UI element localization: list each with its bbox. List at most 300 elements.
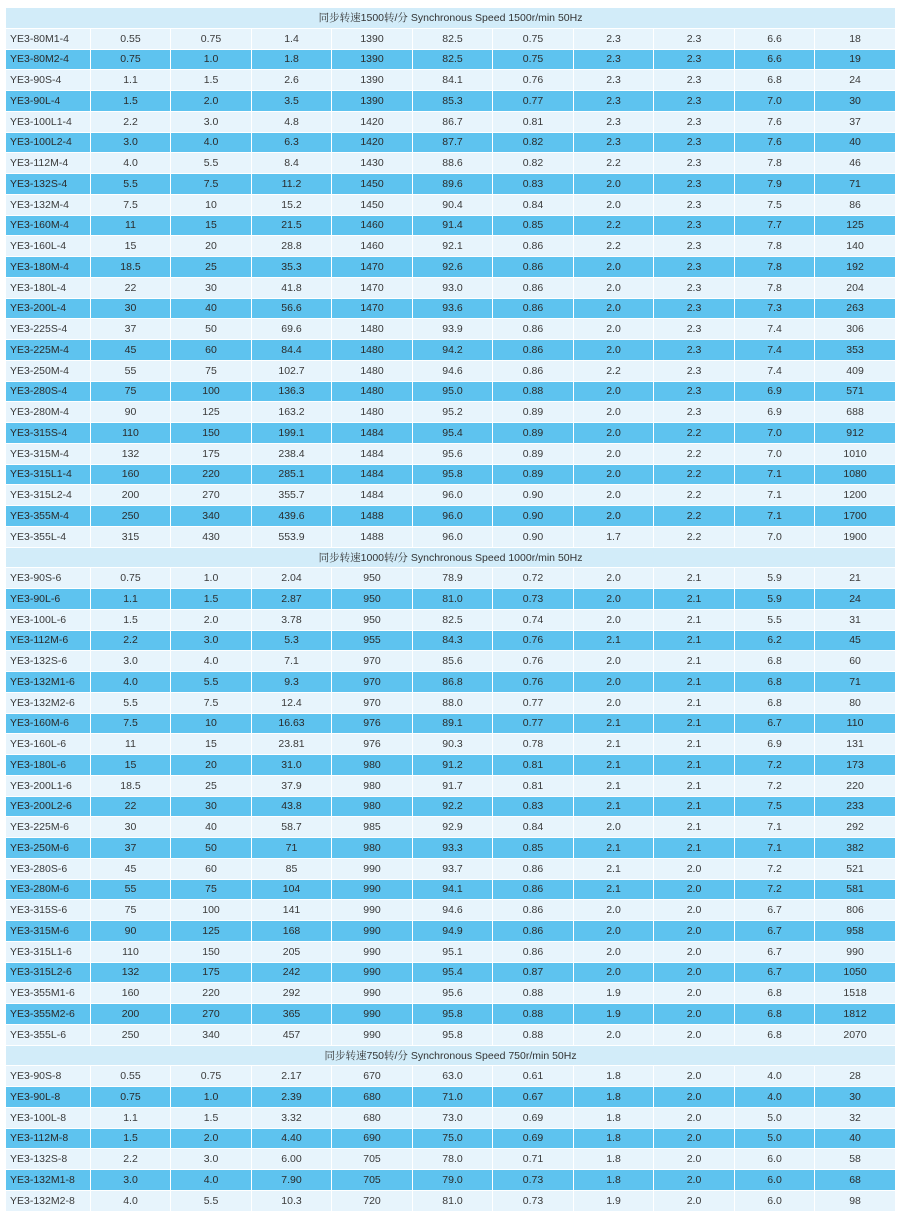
value-cell: 7.0 bbox=[735, 91, 815, 112]
model-cell: YE3-90S-8 bbox=[6, 1066, 91, 1087]
value-cell: 0.73 bbox=[493, 589, 574, 610]
value-cell: 1470 bbox=[332, 277, 413, 298]
value-cell: 990 bbox=[815, 941, 896, 962]
value-cell: 705 bbox=[332, 1149, 413, 1170]
value-cell: 5.5 bbox=[735, 609, 815, 630]
value-cell: 7.2 bbox=[735, 879, 815, 900]
value-cell: 0.81 bbox=[493, 755, 574, 776]
value-cell: 2.3 bbox=[574, 111, 654, 132]
value-cell: 7.5 bbox=[171, 692, 252, 713]
value-cell: 690 bbox=[332, 1128, 413, 1149]
value-cell: 1484 bbox=[332, 423, 413, 444]
value-cell: 9.3 bbox=[252, 672, 332, 693]
value-cell: 1480 bbox=[332, 402, 413, 423]
value-cell: 2.1 bbox=[654, 734, 735, 755]
value-cell: 30 bbox=[171, 277, 252, 298]
value-cell: 2.1 bbox=[574, 734, 654, 755]
value-cell: 7.4 bbox=[735, 319, 815, 340]
table-row bbox=[6, 630, 896, 651]
table-row bbox=[6, 70, 896, 91]
value-cell: 75 bbox=[171, 360, 252, 381]
model-cell: YE3-225M-4 bbox=[6, 340, 91, 361]
value-cell: 0.67 bbox=[493, 1087, 574, 1108]
value-cell: 94.6 bbox=[413, 900, 493, 921]
value-cell: 12.4 bbox=[252, 692, 332, 713]
model-cell: YE3-355L-4 bbox=[6, 526, 91, 547]
value-cell: 58.7 bbox=[252, 817, 332, 838]
table-row bbox=[6, 796, 896, 817]
value-cell: 0.75 bbox=[91, 1087, 171, 1108]
value-cell: 0.76 bbox=[493, 651, 574, 672]
table-row bbox=[6, 506, 896, 527]
model-cell: YE3-160L-4 bbox=[6, 236, 91, 257]
value-cell: 2.3 bbox=[654, 132, 735, 153]
value-cell: 90 bbox=[91, 921, 171, 942]
value-cell: 7.5 bbox=[735, 194, 815, 215]
value-cell: 990 bbox=[332, 879, 413, 900]
value-cell: 0.88 bbox=[493, 1024, 574, 1045]
table-row bbox=[6, 713, 896, 734]
value-cell: 2.0 bbox=[654, 1087, 735, 1108]
value-cell: 0.76 bbox=[493, 70, 574, 91]
value-cell: 7.1 bbox=[735, 838, 815, 859]
value-cell: 46 bbox=[815, 153, 896, 174]
value-cell: 89.1 bbox=[413, 713, 493, 734]
model-cell: YE3-132S-4 bbox=[6, 174, 91, 195]
value-cell: 2.0 bbox=[574, 900, 654, 921]
value-cell: 1390 bbox=[332, 28, 413, 49]
model-cell: YE3-200L1-6 bbox=[6, 775, 91, 796]
value-cell: 2.0 bbox=[574, 443, 654, 464]
value-cell: 2.0 bbox=[654, 1107, 735, 1128]
value-cell: 409 bbox=[815, 360, 896, 381]
value-cell: 1390 bbox=[332, 91, 413, 112]
value-cell: 1080 bbox=[815, 464, 896, 485]
value-cell: 175 bbox=[171, 443, 252, 464]
table-row bbox=[6, 921, 896, 942]
value-cell: 82.5 bbox=[413, 609, 493, 630]
value-cell: 2.0 bbox=[574, 485, 654, 506]
value-cell: 7.4 bbox=[735, 360, 815, 381]
value-cell: 0.77 bbox=[493, 91, 574, 112]
section-header-row bbox=[6, 547, 896, 568]
value-cell: 86 bbox=[815, 194, 896, 215]
value-cell: 110 bbox=[815, 713, 896, 734]
motor-spec-table bbox=[5, 7, 896, 1212]
value-cell: 292 bbox=[815, 817, 896, 838]
value-cell: 2.2 bbox=[654, 423, 735, 444]
value-cell: 2.0 bbox=[654, 1066, 735, 1087]
value-cell: 85.3 bbox=[413, 91, 493, 112]
model-cell: YE3-250M-6 bbox=[6, 838, 91, 859]
table-row bbox=[6, 983, 896, 1004]
value-cell: 92.6 bbox=[413, 257, 493, 278]
value-cell: 2.1 bbox=[574, 879, 654, 900]
value-cell: 5.5 bbox=[91, 174, 171, 195]
value-cell: 2.1 bbox=[574, 775, 654, 796]
value-cell: 2.1 bbox=[574, 838, 654, 859]
section-title: 同步转速1500转/分 Synchronous Speed 1500r/min 50Hz bbox=[6, 8, 896, 29]
table-row bbox=[6, 775, 896, 796]
value-cell: 2.0 bbox=[654, 983, 735, 1004]
value-cell: 1.8 bbox=[574, 1170, 654, 1191]
value-cell: 92.1 bbox=[413, 236, 493, 257]
value-cell: 2.3 bbox=[654, 319, 735, 340]
value-cell: 2.3 bbox=[574, 70, 654, 91]
value-cell: 2.39 bbox=[252, 1087, 332, 1108]
value-cell: 75 bbox=[171, 879, 252, 900]
value-cell: 2.0 bbox=[574, 464, 654, 485]
model-cell: YE3-132M1-8 bbox=[6, 1170, 91, 1191]
value-cell: 6.7 bbox=[735, 941, 815, 962]
value-cell: 355.7 bbox=[252, 485, 332, 506]
value-cell: 3.32 bbox=[252, 1107, 332, 1128]
value-cell: 71 bbox=[252, 838, 332, 859]
value-cell: 2.0 bbox=[574, 194, 654, 215]
value-cell: 45 bbox=[91, 858, 171, 879]
value-cell: 680 bbox=[332, 1107, 413, 1128]
value-cell: 7.5 bbox=[91, 713, 171, 734]
value-cell: 4.0 bbox=[91, 672, 171, 693]
value-cell: 71.0 bbox=[413, 1087, 493, 1108]
value-cell: 7.1 bbox=[735, 464, 815, 485]
value-cell: 132 bbox=[91, 962, 171, 983]
value-cell: 3.0 bbox=[171, 111, 252, 132]
model-cell: YE3-280S-6 bbox=[6, 858, 91, 879]
value-cell: 912 bbox=[815, 423, 896, 444]
value-cell: 132 bbox=[91, 443, 171, 464]
value-cell: 2.0 bbox=[574, 672, 654, 693]
table-row bbox=[6, 672, 896, 693]
value-cell: 263 bbox=[815, 298, 896, 319]
model-cell: YE3-315L2-6 bbox=[6, 962, 91, 983]
value-cell: 990 bbox=[332, 983, 413, 1004]
value-cell: 7.0 bbox=[735, 443, 815, 464]
model-cell: YE3-315M-4 bbox=[6, 443, 91, 464]
value-cell: 32 bbox=[815, 1107, 896, 1128]
value-cell: 2.3 bbox=[574, 28, 654, 49]
value-cell: 78.9 bbox=[413, 568, 493, 589]
value-cell: 93.6 bbox=[413, 298, 493, 319]
model-cell: YE3-80M1-4 bbox=[6, 28, 91, 49]
value-cell: 0.82 bbox=[493, 132, 574, 153]
value-cell: 976 bbox=[332, 713, 413, 734]
value-cell: 0.86 bbox=[493, 879, 574, 900]
value-cell: 92.9 bbox=[413, 817, 493, 838]
value-cell: 6.9 bbox=[735, 381, 815, 402]
value-cell: 40 bbox=[171, 298, 252, 319]
value-cell: 2.2 bbox=[91, 111, 171, 132]
value-cell: 1.5 bbox=[91, 609, 171, 630]
value-cell: 7.7 bbox=[735, 215, 815, 236]
model-cell: YE3-112M-6 bbox=[6, 630, 91, 651]
value-cell: 8.4 bbox=[252, 153, 332, 174]
value-cell: 6.7 bbox=[735, 962, 815, 983]
value-cell: 0.69 bbox=[493, 1128, 574, 1149]
value-cell: 285.1 bbox=[252, 464, 332, 485]
table-row bbox=[6, 1170, 896, 1191]
value-cell: 2.2 bbox=[574, 360, 654, 381]
model-cell: YE3-132M-4 bbox=[6, 194, 91, 215]
value-cell: 1200 bbox=[815, 485, 896, 506]
table-row bbox=[6, 485, 896, 506]
value-cell: 2.0 bbox=[574, 402, 654, 423]
value-cell: 16.63 bbox=[252, 713, 332, 734]
model-cell: YE3-180M-4 bbox=[6, 257, 91, 278]
table-row bbox=[6, 941, 896, 962]
table-row bbox=[6, 609, 896, 630]
table-row bbox=[6, 817, 896, 838]
value-cell: 2.1 bbox=[654, 609, 735, 630]
value-cell: 0.81 bbox=[493, 775, 574, 796]
value-cell: 6.7 bbox=[735, 900, 815, 921]
value-cell: 382 bbox=[815, 838, 896, 859]
value-cell: 1.4 bbox=[252, 28, 332, 49]
value-cell: 95.6 bbox=[413, 983, 493, 1004]
value-cell: 3.0 bbox=[171, 630, 252, 651]
value-cell: 970 bbox=[332, 651, 413, 672]
table-row bbox=[6, 381, 896, 402]
model-cell: YE3-90S-6 bbox=[6, 568, 91, 589]
value-cell: 2.3 bbox=[574, 132, 654, 153]
value-cell: 3.0 bbox=[91, 1170, 171, 1191]
model-cell: YE3-100L2-4 bbox=[6, 132, 91, 153]
value-cell: 100 bbox=[171, 381, 252, 402]
value-cell: 31.0 bbox=[252, 755, 332, 776]
value-cell: 86.7 bbox=[413, 111, 493, 132]
value-cell: 2.0 bbox=[574, 340, 654, 361]
value-cell: 5.0 bbox=[735, 1107, 815, 1128]
model-cell: YE3-112M-4 bbox=[6, 153, 91, 174]
value-cell: 73.0 bbox=[413, 1107, 493, 1128]
model-cell: YE3-132M1-6 bbox=[6, 672, 91, 693]
value-cell: 0.84 bbox=[493, 817, 574, 838]
value-cell: 0.75 bbox=[91, 49, 171, 70]
value-cell: 980 bbox=[332, 796, 413, 817]
value-cell: 0.61 bbox=[493, 1066, 574, 1087]
value-cell: 5.3 bbox=[252, 630, 332, 651]
value-cell: 69.6 bbox=[252, 319, 332, 340]
value-cell: 270 bbox=[171, 485, 252, 506]
model-cell: YE3-160M-6 bbox=[6, 713, 91, 734]
table-row bbox=[6, 1149, 896, 1170]
value-cell: 2.1 bbox=[654, 713, 735, 734]
value-cell: 1480 bbox=[332, 319, 413, 340]
table-row bbox=[6, 1128, 896, 1149]
value-cell: 150 bbox=[171, 423, 252, 444]
value-cell: 78.0 bbox=[413, 1149, 493, 1170]
value-cell: 980 bbox=[332, 775, 413, 796]
value-cell: 2.0 bbox=[574, 174, 654, 195]
value-cell: 6.8 bbox=[735, 1024, 815, 1045]
table-row bbox=[6, 692, 896, 713]
value-cell: 24 bbox=[815, 70, 896, 91]
table-row bbox=[6, 236, 896, 257]
value-cell: 1460 bbox=[332, 215, 413, 236]
value-cell: 15.2 bbox=[252, 194, 332, 215]
value-cell: 1480 bbox=[332, 340, 413, 361]
value-cell: 7.3 bbox=[735, 298, 815, 319]
value-cell: 2.87 bbox=[252, 589, 332, 610]
value-cell: 100 bbox=[171, 900, 252, 921]
value-cell: 91.2 bbox=[413, 755, 493, 776]
value-cell: 23.81 bbox=[252, 734, 332, 755]
value-cell: 1430 bbox=[332, 153, 413, 174]
model-cell: YE3-160L-6 bbox=[6, 734, 91, 755]
model-cell: YE3-355M1-6 bbox=[6, 983, 91, 1004]
value-cell: 1700 bbox=[815, 506, 896, 527]
model-cell: YE3-180L-4 bbox=[6, 277, 91, 298]
value-cell: 88.6 bbox=[413, 153, 493, 174]
value-cell: 553.9 bbox=[252, 526, 332, 547]
value-cell: 45 bbox=[815, 630, 896, 651]
table-row bbox=[6, 838, 896, 859]
value-cell: 15 bbox=[171, 734, 252, 755]
value-cell: 2.3 bbox=[654, 236, 735, 257]
table-row bbox=[6, 132, 896, 153]
value-cell: 6.9 bbox=[735, 734, 815, 755]
value-cell: 37 bbox=[91, 838, 171, 859]
value-cell: 0.90 bbox=[493, 526, 574, 547]
value-cell: 2.1 bbox=[574, 796, 654, 817]
value-cell: 7.8 bbox=[735, 153, 815, 174]
value-cell: 1390 bbox=[332, 70, 413, 91]
value-cell: 2.1 bbox=[574, 630, 654, 651]
value-cell: 1484 bbox=[332, 464, 413, 485]
value-cell: 1.8 bbox=[574, 1066, 654, 1087]
value-cell: 0.88 bbox=[493, 381, 574, 402]
value-cell: 0.86 bbox=[493, 236, 574, 257]
value-cell: 2.3 bbox=[654, 49, 735, 70]
value-cell: 365 bbox=[252, 1004, 332, 1025]
value-cell: 0.90 bbox=[493, 485, 574, 506]
value-cell: 0.86 bbox=[493, 319, 574, 340]
value-cell: 95.8 bbox=[413, 1004, 493, 1025]
value-cell: 980 bbox=[332, 838, 413, 859]
value-cell: 2.0 bbox=[574, 319, 654, 340]
value-cell: 31 bbox=[815, 609, 896, 630]
value-cell: 990 bbox=[332, 900, 413, 921]
value-cell: 990 bbox=[332, 921, 413, 942]
value-cell: 2.1 bbox=[654, 838, 735, 859]
value-cell: 79.0 bbox=[413, 1170, 493, 1191]
value-cell: 0.83 bbox=[493, 174, 574, 195]
value-cell: 35.3 bbox=[252, 257, 332, 278]
value-cell: 2.0 bbox=[574, 921, 654, 942]
section-header-row bbox=[6, 8, 896, 29]
value-cell: 96.0 bbox=[413, 526, 493, 547]
value-cell: 990 bbox=[332, 941, 413, 962]
value-cell: 43.8 bbox=[252, 796, 332, 817]
value-cell: 96.0 bbox=[413, 485, 493, 506]
value-cell: 1.8 bbox=[574, 1087, 654, 1108]
value-cell: 4.0 bbox=[171, 651, 252, 672]
value-cell: 2.3 bbox=[654, 298, 735, 319]
value-cell: 0.89 bbox=[493, 402, 574, 423]
value-cell: 2.2 bbox=[91, 1149, 171, 1170]
value-cell: 2.0 bbox=[171, 609, 252, 630]
model-cell: YE3-132S-6 bbox=[6, 651, 91, 672]
value-cell: 50 bbox=[171, 319, 252, 340]
value-cell: 2.2 bbox=[654, 485, 735, 506]
value-cell: 950 bbox=[332, 568, 413, 589]
value-cell: 30 bbox=[815, 91, 896, 112]
value-cell: 24 bbox=[815, 589, 896, 610]
value-cell: 84.1 bbox=[413, 70, 493, 91]
model-cell: YE3-250M-4 bbox=[6, 360, 91, 381]
value-cell: 28.8 bbox=[252, 236, 332, 257]
value-cell: 1050 bbox=[815, 962, 896, 983]
value-cell: 990 bbox=[332, 1024, 413, 1045]
value-cell: 7.2 bbox=[735, 858, 815, 879]
value-cell: 15 bbox=[91, 755, 171, 776]
value-cell: 15 bbox=[171, 215, 252, 236]
table-row bbox=[6, 1024, 896, 1045]
value-cell: 340 bbox=[171, 1024, 252, 1045]
value-cell: 0.86 bbox=[493, 340, 574, 361]
model-cell: YE3-225M-6 bbox=[6, 817, 91, 838]
value-cell: 7.1 bbox=[735, 485, 815, 506]
model-cell: YE3-132M2-6 bbox=[6, 692, 91, 713]
value-cell: 2.3 bbox=[654, 257, 735, 278]
value-cell: 10.3 bbox=[252, 1190, 332, 1211]
value-cell: 95.4 bbox=[413, 423, 493, 444]
model-cell: YE3-200L2-6 bbox=[6, 796, 91, 817]
value-cell: 7.9 bbox=[735, 174, 815, 195]
value-cell: 2.1 bbox=[574, 858, 654, 879]
table-row bbox=[6, 651, 896, 672]
value-cell: 2.3 bbox=[654, 340, 735, 361]
value-cell: 970 bbox=[332, 672, 413, 693]
value-cell: 40 bbox=[171, 817, 252, 838]
value-cell: 50 bbox=[171, 838, 252, 859]
value-cell: 7.1 bbox=[735, 817, 815, 838]
value-cell: 1.5 bbox=[171, 1107, 252, 1128]
value-cell: 7.4 bbox=[735, 340, 815, 361]
value-cell: 1484 bbox=[332, 485, 413, 506]
value-cell: 87.7 bbox=[413, 132, 493, 153]
value-cell: 2.3 bbox=[654, 70, 735, 91]
value-cell: 315 bbox=[91, 526, 171, 547]
value-cell: 2.0 bbox=[654, 1004, 735, 1025]
value-cell: 950 bbox=[332, 589, 413, 610]
value-cell: 353 bbox=[815, 340, 896, 361]
value-cell: 30 bbox=[171, 796, 252, 817]
value-cell: 2.1 bbox=[654, 817, 735, 838]
value-cell: 2.0 bbox=[574, 962, 654, 983]
value-cell: 990 bbox=[332, 858, 413, 879]
value-cell: 0.72 bbox=[493, 568, 574, 589]
value-cell: 2.6 bbox=[252, 70, 332, 91]
model-cell: YE3-280S-4 bbox=[6, 381, 91, 402]
value-cell: 2.0 bbox=[574, 381, 654, 402]
value-cell: 2.1 bbox=[654, 651, 735, 672]
value-cell: 95.8 bbox=[413, 464, 493, 485]
table-row bbox=[6, 1004, 896, 1025]
value-cell: 4.40 bbox=[252, 1128, 332, 1149]
model-cell: YE3-80M2-4 bbox=[6, 49, 91, 70]
value-cell: 84.4 bbox=[252, 340, 332, 361]
value-cell: 7.5 bbox=[171, 174, 252, 195]
value-cell: 1450 bbox=[332, 194, 413, 215]
value-cell: 980 bbox=[332, 755, 413, 776]
value-cell: 6.3 bbox=[252, 132, 332, 153]
value-cell: 0.89 bbox=[493, 443, 574, 464]
value-cell: 95.2 bbox=[413, 402, 493, 423]
table-row bbox=[6, 879, 896, 900]
value-cell: 110 bbox=[91, 941, 171, 962]
value-cell: 2.0 bbox=[574, 506, 654, 527]
